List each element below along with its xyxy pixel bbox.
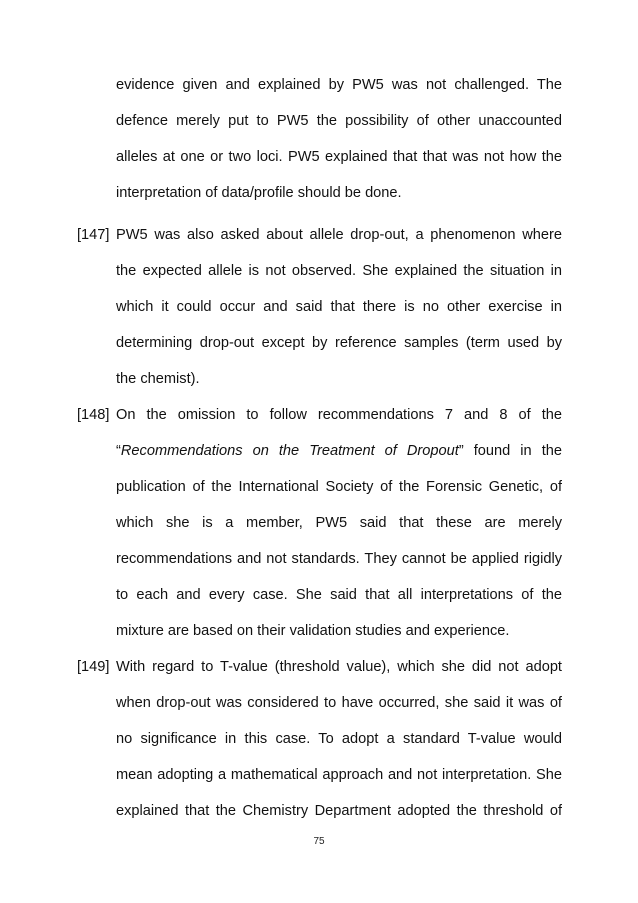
line-rest: ” found in the [458, 443, 562, 459]
paragraph-number: [149] [77, 659, 110, 675]
paragraph-line: which it could occur and said that there is no other exercise in [116, 299, 562, 315]
italic-title: Recommendations on the Treatment of Dropout [120, 443, 459, 459]
paragraph-line [116, 441, 562, 461]
paragraph-line: defence merely put to PW5 the possibility of other unaccounted [116, 113, 562, 129]
paragraph-line: evidence given and explained by PW5 was not challenged. The [116, 77, 562, 93]
paragraph-line: the expected allele is not observed. She explained the situation in [116, 263, 562, 279]
paragraph-line: no significance in this case. To adopt a standard T-value would [116, 731, 562, 747]
paragraph-line: alleles at one or two loci. PW5 explained that that was not how the [116, 149, 562, 165]
paragraph-line: when drop-out was considered to have occurred, she said it was of [116, 695, 562, 711]
paragraph-line: determining drop-out except by reference samples (term used by [116, 335, 562, 351]
paragraph-line: PW5 was also asked about allele drop-out, a phenomenon where [116, 227, 562, 243]
paragraph-line: publication of the International Society of the Forensic Genetic, of [116, 479, 562, 495]
paragraph-number: [148] [77, 407, 110, 423]
paragraph-number: [147] [77, 227, 110, 243]
paragraph-line: mean adopting a mathematical approach and not interpretation. She [116, 767, 562, 783]
paragraph-line: to each and every case. She said that all interpretations of the [116, 587, 562, 603]
paragraph-line: which she is a member, PW5 said that these are merely [116, 515, 562, 531]
paragraph-line: With regard to T-value (threshold value), which she did not adopt [116, 659, 562, 675]
paragraph-line: explained that the Chemistry Department adopted the threshold of [116, 803, 562, 819]
open-quote: “ [116, 443, 121, 459]
paragraph-line: the chemist). [116, 371, 200, 387]
paragraph-line: On the omission to follow recommendations 7 and 8 of the [116, 407, 562, 423]
paragraph-line: mixture are based on their validation studies and experience. [116, 623, 510, 639]
paragraph-line: interpretation of data/profile should be done. [116, 185, 402, 201]
paragraph-line: recommendations and not standards. They cannot be applied rigidly [116, 551, 562, 567]
page-number: 75 [313, 836, 325, 847]
